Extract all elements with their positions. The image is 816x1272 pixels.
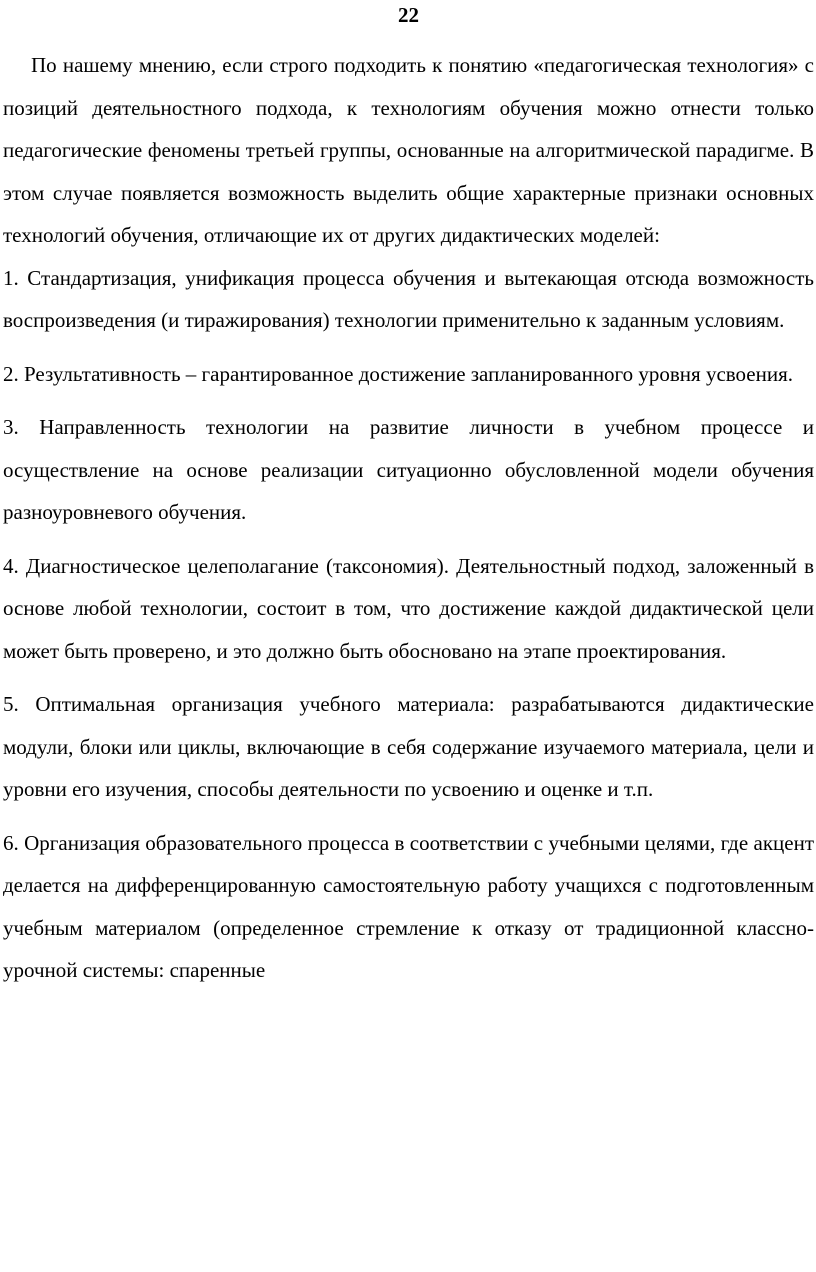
list-item-1: 1. Стандартизация, унификация процесса обучения и вытекающая отсюда возможность воспроизведения (и тиражирования) технологии применительно к заданным условиям. — [3, 265, 814, 332]
list-item-4: 4. Диагностическое целеполагание (таксономия). Деятельностный подход, заложенный в основе любой технологии, состоит в том, что достижение каждой дидактической цели может быть проверено, и это должно быть обосновано на этапе проектирования. — [3, 553, 814, 663]
list-item-5: 5. Оптимальная организация учебного материала: разрабатываются дидактические модули, блоки или циклы, включающие в себя содержание изучаемого материала, цели и уровни его изучения, способы деятельности по усвоению и оценке и т.п. — [3, 692, 814, 801]
list-item-3: 3. Направленность технологии на развитие личности в учебном процессе и осуществление на основе реализации ситуационно обусловленной модели обучения разноуровневого обучения. — [3, 415, 814, 524]
list-item-2: 2. Результативность – гарантированное достижение запланированного уровня усвоения. — [3, 361, 794, 386]
paragraph-intro: По нашему мнению, если строго подходить к понятию «педагогическая технология» с позиций деятельностного подхода, к технологиям обучения можно отнести только педагогические феномены третьей группы, основанные на алгоритмической парадигме. В этом случае появляется возможность выделить общие характерные признаки основных технологий обучения, отличающие их от других дидактических моделей: — [3, 53, 814, 247]
page-number: 22 — [398, 3, 419, 27]
list-item-6: 6. Организация образовательного процесса в соответствии с учебными целями, где акцент делается на дифференцированную самостоятельную работу учащихся с подготовленным учебным материалом (определенное стремление к отказу от традиционной классно-урочной системы: спаренные — [3, 830, 814, 982]
